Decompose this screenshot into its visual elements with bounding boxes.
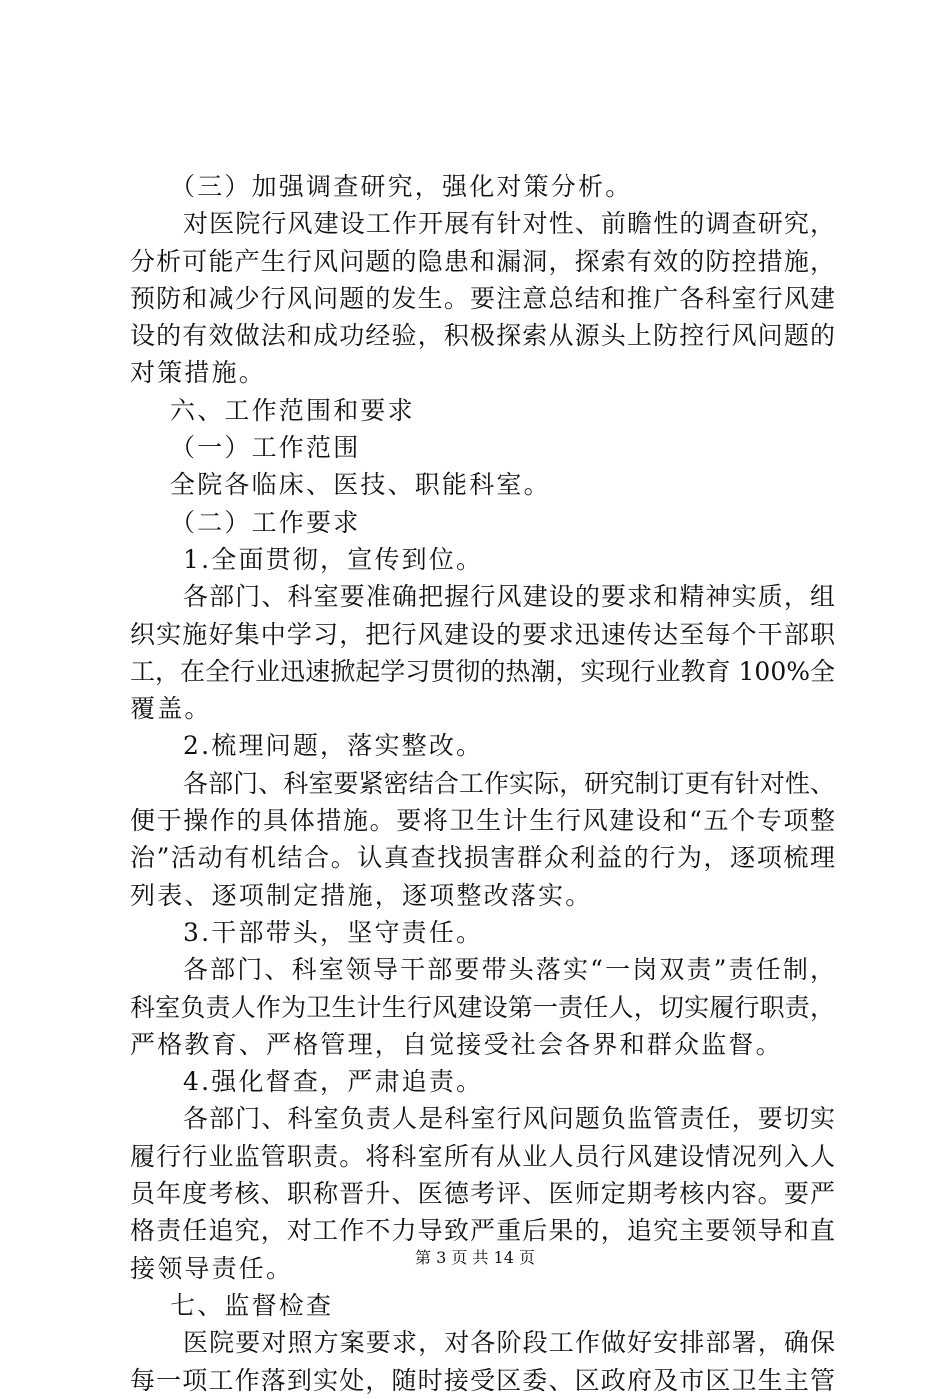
item-heading: 1.全面贯彻，宣传到位。 bbox=[183, 544, 484, 574]
section-heading: 七、监督检查 bbox=[170, 1290, 334, 1320]
paragraph-line: 各部门、科室要准确把握行风建设的要求和精神实质，组 bbox=[183, 582, 835, 612]
item-heading: 4.强化督查，严肃追责。 bbox=[183, 1067, 484, 1097]
paragraph-line: 对策措施。 bbox=[130, 358, 267, 388]
page-number-footer: 第 3 页 共 14 页 bbox=[415, 1248, 535, 1267]
item-heading: 2.梳理问题，落实整改。 bbox=[183, 731, 484, 761]
paragraph-line: 列表、逐项制定措施，逐项整改落实。 bbox=[130, 880, 593, 910]
paragraph-line: 覆盖。 bbox=[130, 694, 212, 724]
paragraph-line: 格责任追究，对工作不力导致严重后果的，追究主要领导和直 bbox=[130, 1216, 835, 1246]
paragraph-line: 对医院行风建设工作开展有针对性、前瞻性的调查研究， bbox=[183, 209, 835, 239]
subsection-heading: （一）工作范围 bbox=[170, 433, 361, 463]
paragraph-line: 员年度考核、职称晋升、医德考评、医师定期考核内容。要严 bbox=[130, 1179, 835, 1209]
paragraph-line: 全院各临床、医技、职能科室。 bbox=[170, 470, 551, 500]
paragraph-line: 严格教育、严格管理，自觉接受社会各界和群众监督。 bbox=[130, 1029, 783, 1059]
paragraph-line: 各部门、科室负责人是科室行风问题负监管责任，要切实 bbox=[183, 1104, 835, 1134]
paragraph-line: 各部门、科室领导干部要带头落实“一岗双责”责任制， bbox=[183, 955, 835, 985]
paragraph-line: 预防和减少行风问题的发生。要注意总结和推广各科室行风建 bbox=[130, 283, 835, 313]
paragraph-line: 履行行业监管职责。将科室所有从业人员行风建设情况列入人 bbox=[130, 1141, 835, 1171]
section-heading: （三）加强调查研究，强化对策分析。 bbox=[170, 172, 633, 201]
paragraph-line: 科室负责人作为卫生计生行风建设第一责任人，切实履行职责， bbox=[130, 992, 835, 1022]
paragraph-line: 医院要对照方案要求，对各阶段工作做好安排部署，确保 bbox=[183, 1328, 835, 1358]
paragraph-line: 接领导责任。 bbox=[130, 1253, 294, 1283]
paragraph-line: 便于操作的具体措施。要将卫生计生行风建设和“五个专项整 bbox=[130, 806, 835, 836]
paragraph-line: 每一项工作落到实处，随时接受区委、区政府及市区卫生主管 bbox=[130, 1365, 835, 1395]
paragraph-line: 设的有效做法和成功经验，积极探索从源头上防控行风问题的 bbox=[130, 321, 835, 351]
section-heading: 六、工作范围和要求 bbox=[170, 395, 415, 425]
document-body bbox=[130, 168, 835, 1399]
paragraph-line: 织实施好集中学习，把行风建设的要求迅速传达至每个干部职 bbox=[130, 619, 835, 649]
paragraph-line: 分析可能产生行风问题的隐患和漏洞，探索有效的防控措施， bbox=[130, 246, 835, 276]
paragraph-line: 各部门、科室要紧密结合工作实际，研究制订更有针对性、 bbox=[183, 768, 835, 798]
paragraph-line: 工，在全行业迅速掀起学习贯彻的热潮，实现行业教育 100%全 bbox=[130, 656, 835, 686]
subsection-heading: （二）工作要求 bbox=[170, 507, 361, 537]
paragraph-line: 治”活动有机结合。认真查找损害群众利益的行为，逐项梳理 bbox=[130, 843, 835, 873]
item-heading: 3.干部带头，坚守责任。 bbox=[183, 917, 484, 947]
